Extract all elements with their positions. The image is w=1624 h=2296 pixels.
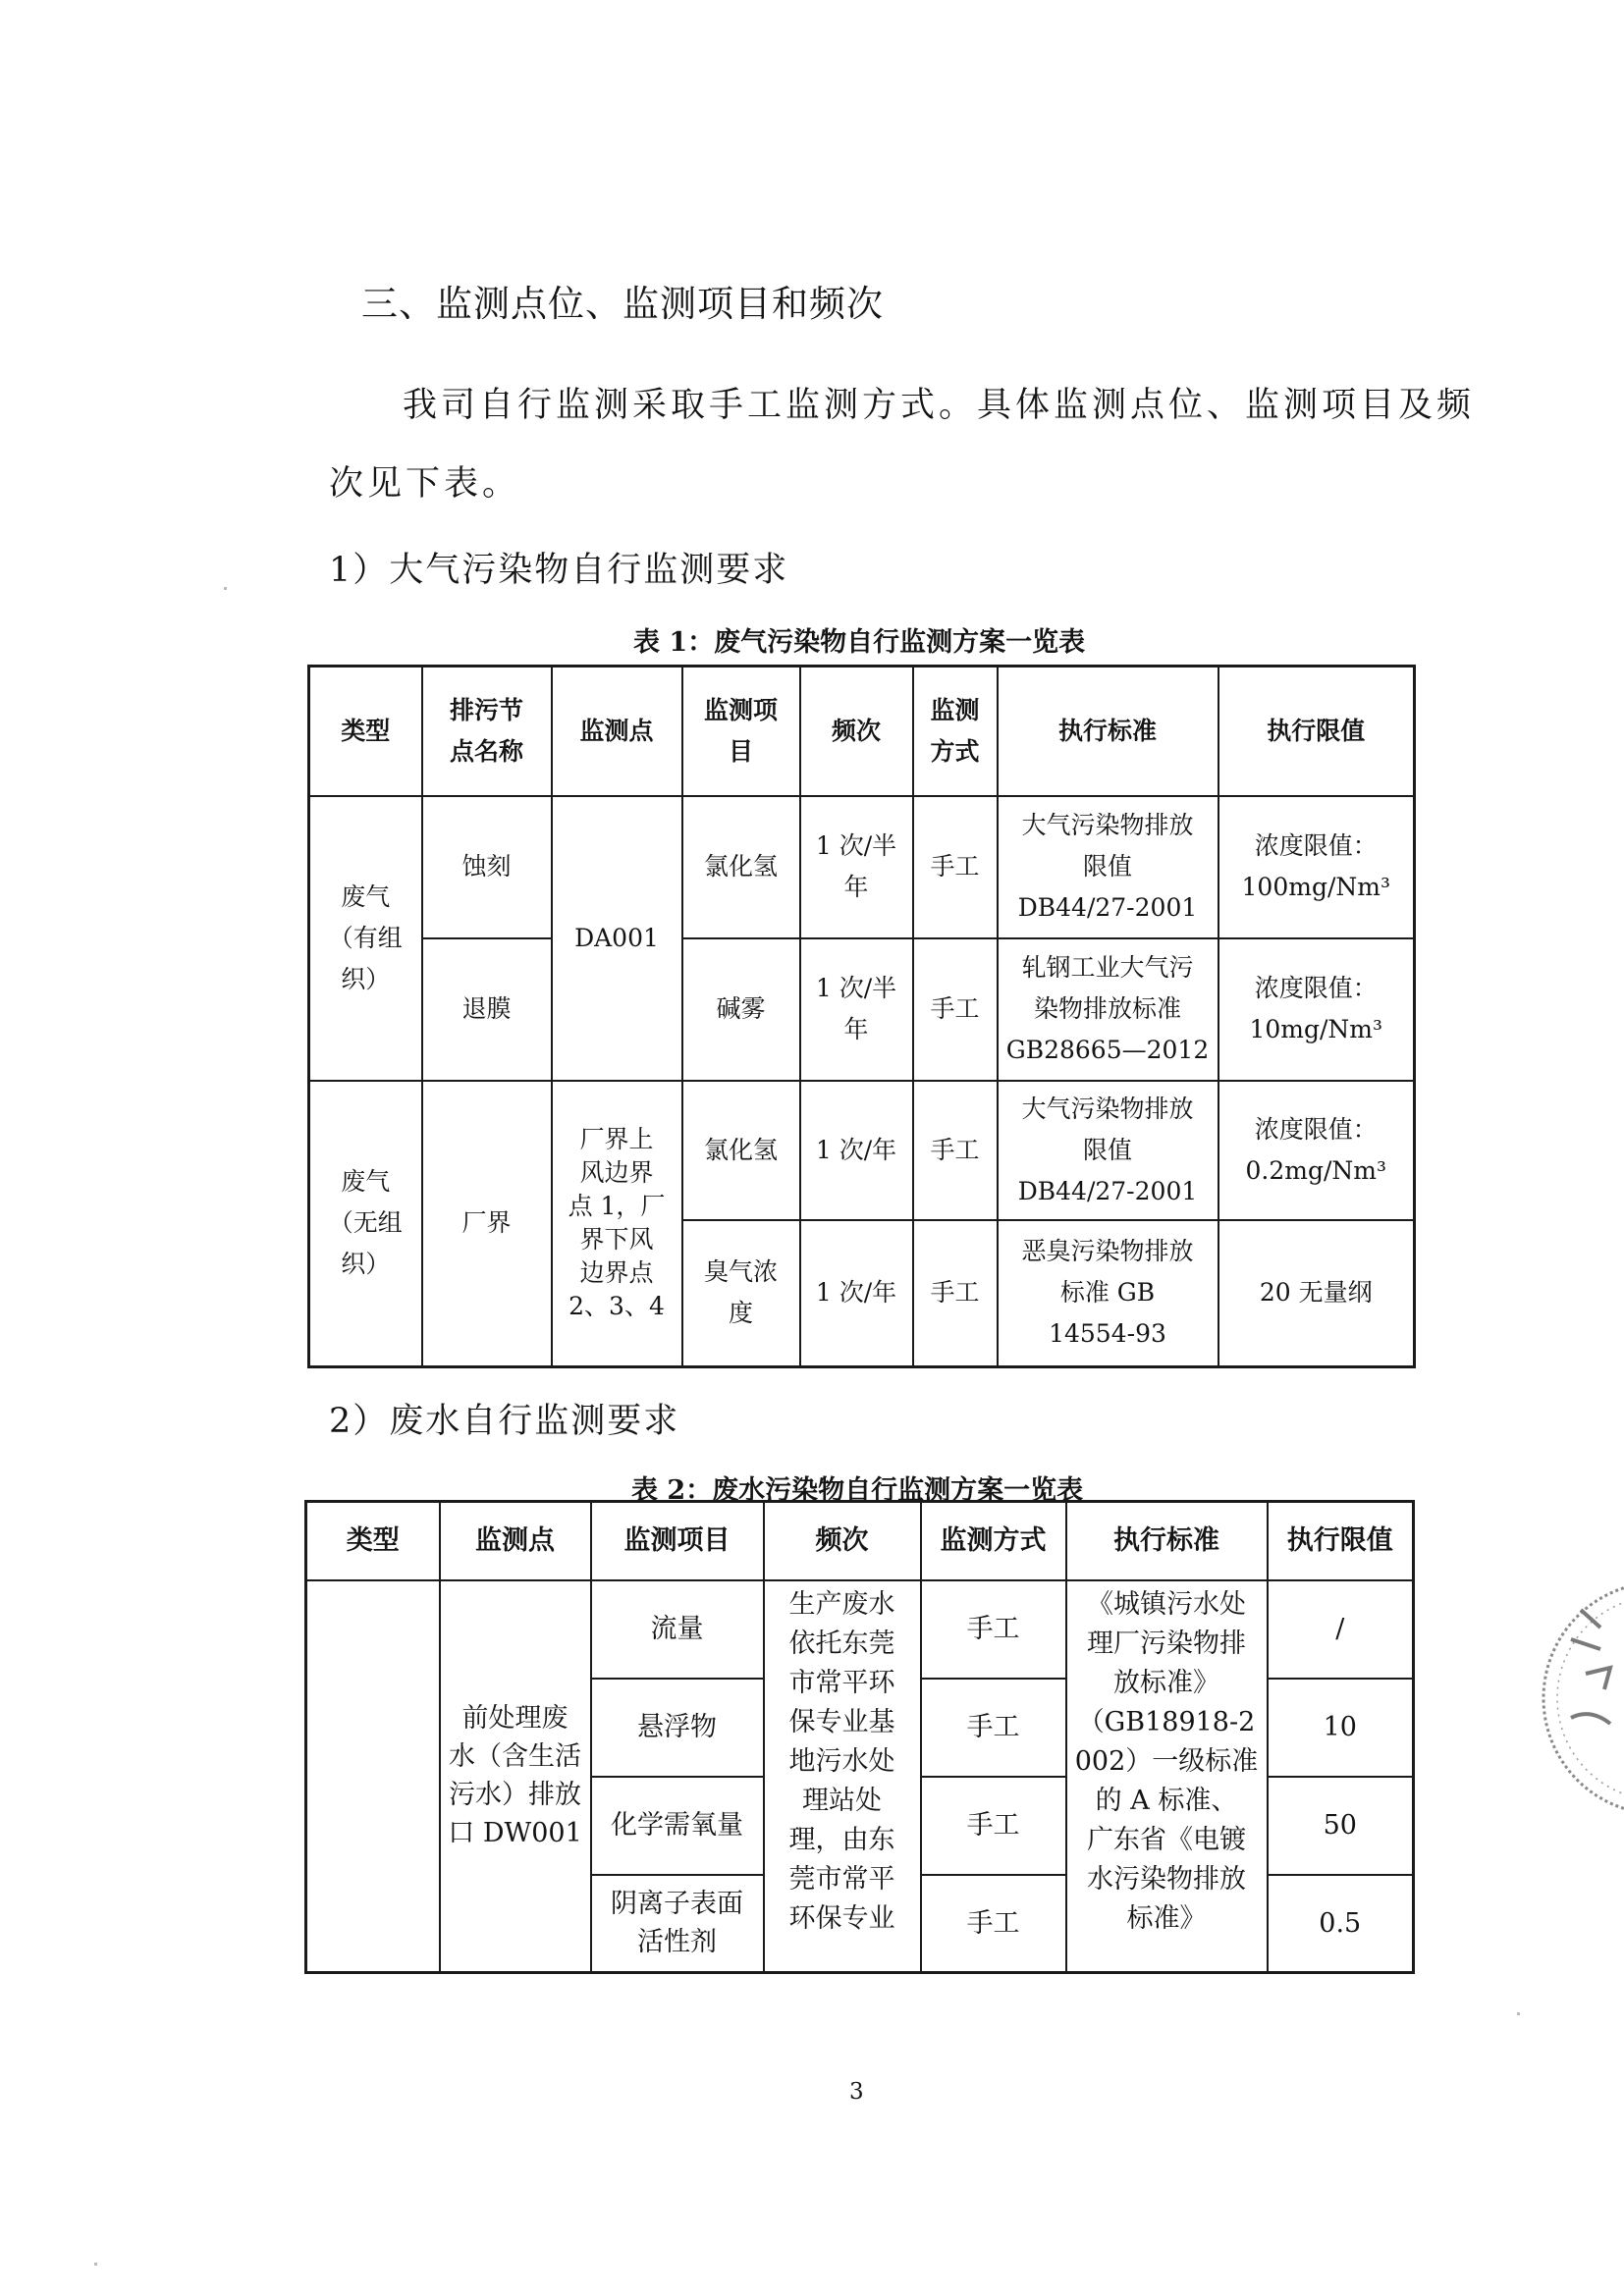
- company-seal-stamp: [1512, 1571, 1624, 1826]
- method-cell: 手工: [913, 1081, 998, 1220]
- method-cell: 手工: [913, 938, 998, 1081]
- point-cell: DA001: [552, 796, 682, 1081]
- type-cell: [306, 1580, 440, 1973]
- scan-speck: [224, 587, 227, 590]
- table-row: [309, 938, 1415, 1081]
- limit-cell: 浓度限值： 100mg/Nm³: [1218, 796, 1415, 938]
- item-cell: 碱雾: [682, 938, 800, 1081]
- table1-caption: 表 1：废气污染物自行监测方案一览表: [633, 627, 1086, 658]
- header-cell: 排污节 点名称: [422, 667, 552, 796]
- table2-caption: 表 2：废水污染物自行监测方案一览表: [631, 1475, 1084, 1506]
- header-cell: 监测方式: [921, 1502, 1066, 1580]
- method-cell: 手工: [921, 1875, 1066, 1973]
- method-cell: 手工: [921, 1679, 1066, 1777]
- item-cell: 流量: [591, 1580, 764, 1679]
- freq-cell: 1 次/年: [800, 1081, 913, 1220]
- subsection-wastewater: 2）废水自行监测要求: [329, 1402, 680, 1441]
- limit-cell: 50: [1268, 1777, 1414, 1875]
- scan-speck: [94, 2263, 97, 2266]
- subsection-air: 1）大气污染物自行监测要求: [329, 551, 789, 590]
- method-cell: 手工: [913, 796, 998, 938]
- point-cell: 前处理废 水（含生活 污水）排放 口 DW001: [440, 1580, 591, 1973]
- item-cell: 悬浮物: [591, 1679, 764, 1777]
- item-cell: 化学需氧量: [591, 1777, 764, 1875]
- intro-paragraph-line2: 次见下表。: [329, 464, 521, 504]
- method-cell: 手工: [921, 1777, 1066, 1875]
- header-cell: 执行标准: [998, 667, 1218, 796]
- header-cell: 监测 方式: [913, 667, 998, 796]
- header-cell: 监测项目: [591, 1502, 764, 1580]
- header-cell: 类型: [306, 1502, 440, 1580]
- node-cell: 蚀刻: [422, 796, 552, 938]
- intro-paragraph-line1: 我司自行监测采取手工监测方式。具体监测点位、监测项目及频: [403, 386, 1476, 425]
- freq-cell: 1 次/半 年: [800, 796, 913, 938]
- header-cell: 频次: [764, 1502, 921, 1580]
- header-cell: 频次: [800, 667, 913, 796]
- standard-cell: 恶臭污染物排放 标准 GB 14554-93: [998, 1220, 1218, 1367]
- limit-cell: 浓度限值： 10mg/Nm³: [1218, 938, 1415, 1081]
- freq-cell: 1 次/年: [800, 1220, 913, 1367]
- table-row: [306, 1580, 1414, 1679]
- freq-cell: 1 次/半 年: [800, 938, 913, 1081]
- standard-cell: 大气污染物排放 限值 DB44/27-2001: [998, 1081, 1218, 1220]
- limit-cell: 0.5: [1268, 1875, 1414, 1973]
- item-cell: 臭气浓 度: [682, 1220, 800, 1367]
- item-cell: 氯化氢: [682, 1081, 800, 1220]
- item-cell: 氯化氢: [682, 796, 800, 938]
- standard-cell: 轧钢工业大气污 染物排放标准 GB28665—2012: [998, 938, 1218, 1081]
- scan-speck: [1517, 2012, 1520, 2015]
- header-cell: 执行标准: [1066, 1502, 1268, 1580]
- table-row: [309, 796, 1415, 938]
- table-header-row: [306, 1502, 1414, 1580]
- freq-cell: 生产废水 依托东莞 市常平环 保专业基 地污水处 理站处 理，由东 莞市常平 环保专业: [764, 1580, 921, 1973]
- limit-cell: 浓度限值： 0.2mg/Nm³: [1218, 1081, 1415, 1220]
- header-cell: 监测项 目: [682, 667, 800, 796]
- item-cell: 阴离子表面 活性剂: [591, 1875, 764, 1973]
- point-cell: 厂界上 风边界 点 1，厂 界下风 边界点 2、3、4: [552, 1081, 682, 1367]
- header-cell: 监测点: [440, 1502, 591, 1580]
- type-cell: 废气 （有组 织）: [309, 796, 422, 1081]
- node-cell: 厂界: [422, 1081, 552, 1367]
- wastewater-monitoring-table: [304, 1500, 1415, 1974]
- standard-cell: 《城镇污水处 理厂污染物排 放标准》 （GB18918-2 002）一级标准 的 A 标准、 广东省《电镀 水污染物排放 标准》: [1066, 1580, 1268, 1973]
- header-cell: 类型: [309, 667, 422, 796]
- table-row: [309, 1081, 1415, 1220]
- page-number: 3: [849, 2079, 864, 2105]
- limit-cell: 20 无量纲: [1218, 1220, 1415, 1367]
- method-cell: 手工: [921, 1580, 1066, 1679]
- limit-cell: 10: [1268, 1679, 1414, 1777]
- air-monitoring-table: [307, 665, 1416, 1368]
- header-cell: 执行限值: [1268, 1502, 1414, 1580]
- table-header-row: [309, 667, 1415, 796]
- type-cell: 废气 （无组 织）: [309, 1081, 422, 1367]
- standard-cell: 大气污染物排放 限值 DB44/27-2001: [998, 796, 1218, 938]
- node-cell: 退膜: [422, 938, 552, 1081]
- section-heading: 三、监测点位、监测项目和频次: [361, 283, 884, 325]
- limit-cell: /: [1268, 1580, 1414, 1679]
- method-cell: 手工: [913, 1220, 998, 1367]
- header-cell: 执行限值: [1218, 667, 1415, 796]
- header-cell: 监测点: [552, 667, 682, 796]
